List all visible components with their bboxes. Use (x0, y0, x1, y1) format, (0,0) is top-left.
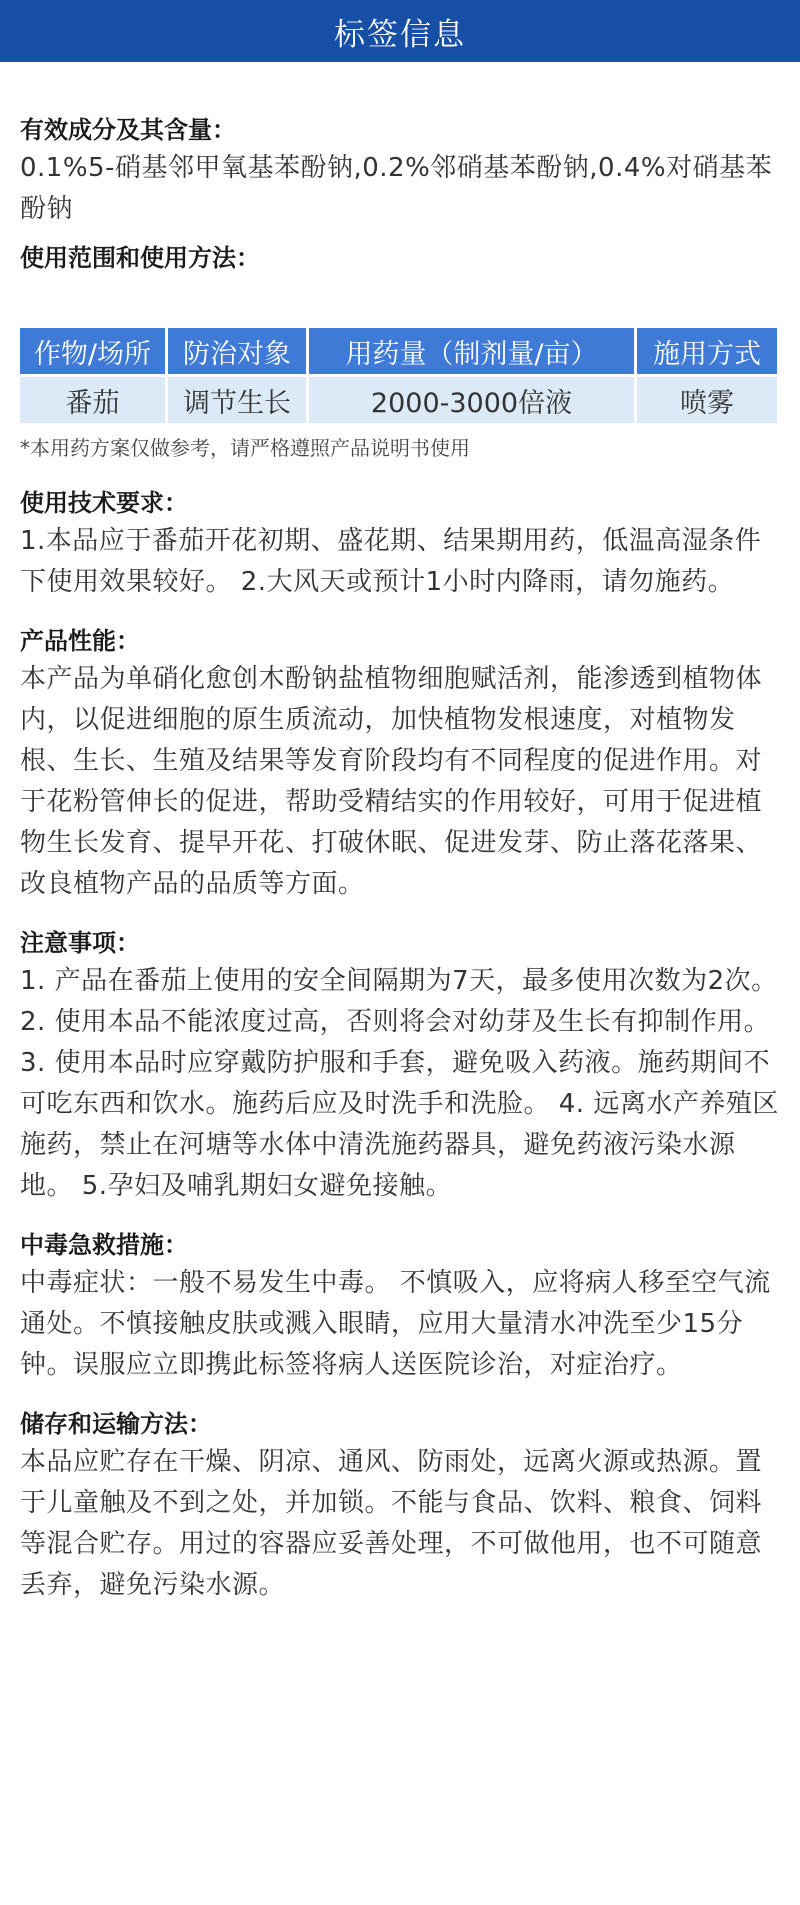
usage-note: *本用药方案仅做参考，请严格遵照产品说明书使用 (20, 436, 470, 460)
storage-section (20, 1386, 780, 1606)
page-title: 标签信息 (334, 16, 466, 53)
firstaid-title: 中毒急救措施： (20, 1231, 188, 1259)
usage-section (20, 230, 780, 276)
ingredients-body: 0.1%5-硝基邻甲氧基苯酚钠,0.2%邻硝基苯酚钠,0.4%对硝基苯酚钠 (20, 153, 773, 224)
storage-body: 本品应贮存在干燥、阴凉、通风、防雨处，远离火源或热源。置于儿童触及不到之处，并加锁。不能与食品、饮料、粮食、饲料等混合贮存。用过的容器应妥善处理，不可做他用，也不可随意丢弃，避免污染水源。 (20, 1447, 763, 1600)
performance-body: 本产品为单硝化愈创木酚钠盐植物细胞赋活剂，能渗透到植物体内，以促进细胞的原生质流动，加快植物发根速度，对植物发根、生长、生殖及结果等发育阶段均有不同程度的促进作用。对于花粉管伸长的促进，帮助受精结实的作用较好，可用于促进植物生长发育、提早开花、打破休眠、促进发芽、防止落花落果、改良植物产品的品质等方面。 (20, 664, 763, 899)
ingredients-section (20, 62, 780, 230)
table-cell: 调节生长 (168, 377, 306, 423)
tech-body: 1.本品应于番茄开花初期、盛花期、结果期用药，低温高湿条件下使用效果较好。 2.大风天或预计1小时内降雨，请勿施药。 (20, 526, 762, 597)
usage-table (17, 325, 780, 426)
table-header-row (20, 328, 777, 374)
table-cell: 番茄 (20, 377, 165, 423)
tech-title: 使用技术要求： (20, 489, 188, 517)
table-header-cell: 防治对象 (168, 328, 306, 374)
usage-table-wrap (20, 276, 780, 461)
label-content (0, 62, 800, 1606)
precautions-body: 1. 产品在番茄上使用的安全间隔期为7天，最多使用次数为2次。 2. 使用本品不能浓度过高，否则将会对幼芽及生长有抑制作用。 3. 使用本品时应穿戴防护服和手套，避免吸入药液。施药期间不可吃东西和饮水。施药后应及时洗手和洗脸。 4. 远离水产养殖区施药，禁止在河塘等水体中清洗施药器具，避免药液污染水源地。 5.孕妇及哺乳期妇女避免接触。 (20, 966, 779, 1201)
table-header-cell: 施用方式 (637, 328, 777, 374)
storage-title: 储存和运输方法： (20, 1410, 212, 1438)
usage-title: 使用范围和使用方法： (20, 244, 260, 272)
tech-section (20, 461, 780, 603)
table-cell: 2000-3000倍液 (309, 377, 634, 423)
precautions-title: 注意事项： (20, 929, 140, 957)
table-row (20, 377, 777, 423)
precautions-section (20, 905, 780, 1207)
performance-title: 产品性能： (20, 627, 140, 655)
table-header-cell: 用药量（制剂量/亩） (309, 328, 634, 374)
table-header-cell: 作物/场所 (20, 328, 165, 374)
firstaid-section (20, 1207, 780, 1386)
header-bar (0, 0, 800, 62)
table-cell: 喷雾 (637, 377, 777, 423)
ingredients-title: 有效成分及其含量： (20, 116, 236, 144)
firstaid-body: 中毒症状：一般不易发生中毒。 不慎吸入，应将病人移至空气流通处。不慎接触皮肤或溅入眼睛，应用大量清水冲洗至少15分钟。误服应立即携此标签将病人送医院诊治，对症治疗。 (20, 1268, 771, 1380)
performance-section (20, 603, 780, 905)
